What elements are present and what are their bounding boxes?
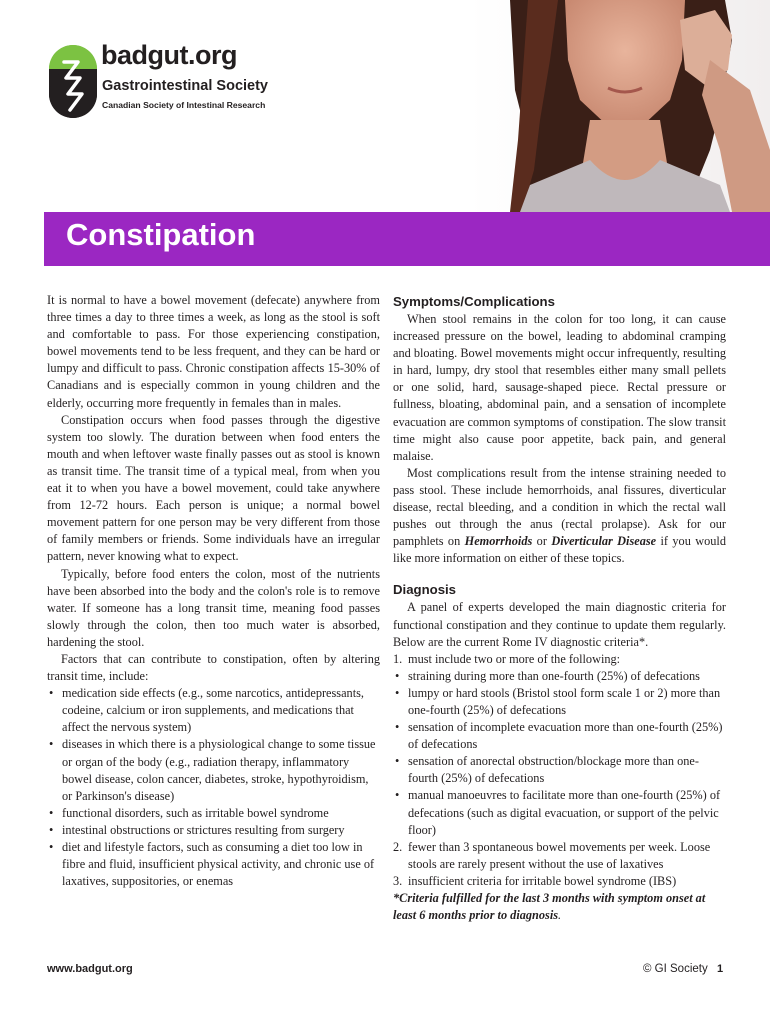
complications-text-a: Most complications result from the intense straining needed to pass stool. These include hemorrhoids, anal fissures, diverticular disease, rectal bleeding, and a condition in which the rectal wall pushes out through the anus (rectal prolapse). Ask for our pamphlets on xyxy=(393,465,726,549)
symptoms-paragraph: When stool remains in the colon for too long, it can cause increased pressure on the bowel, leading to abdominal cramping and bloating. Bowel movements might occur infrequently, resulting in hard, lumpy, dry stool that resembles either many small pellets or one solid, hard, sausage-shaped piece. Rectal pressure or fullness, bloating, abdominal pain, and a sensation of incomplete evacuation are common symptoms of constipation. The slow transit time might also cause poor appetite, back pain, and general malaise. xyxy=(393,312,726,463)
list-item: • lumpy or hard stools (Bristol stool form scale 1 or 2) more than one-fourth (25%) of defecations xyxy=(393,685,726,719)
diagnosis-paragraph: A panel of experts developed the main diagnostic criteria for functional constipation and they continue to update them regularly. Below are the current Rome IV diagnostic criteria*. xyxy=(393,600,726,649)
logo-wordmark: badgut.org xyxy=(101,40,237,70)
logo-subtitle: Canadian Society of Intestinal Research xyxy=(102,100,266,110)
right-column xyxy=(393,293,726,924)
criteria-number: 1. xyxy=(393,651,403,666)
list-item: • diet and lifestyle factors, such as consuming a diet too low in fibre and fluid, insufficient physical activity, and chronic use of laxatives, suppositories, or enemas xyxy=(47,839,380,890)
footnote-text: *Criteria fulfilled for the last 3 months with symptom onset at least 6 months prior to diagnosis xyxy=(393,891,706,923)
symptoms-heading: Symptoms/Complications xyxy=(393,294,555,309)
criteria-text: must include two or more of the following: xyxy=(408,651,621,666)
badgut-logo[interactable] xyxy=(48,40,288,122)
list-item xyxy=(393,651,726,839)
factors-list xyxy=(47,685,380,890)
list-item: • intestinal obstructions or strictures resulting from surgery xyxy=(47,822,380,839)
intro-paragraph: It is normal to have a bowel movement (defecate) anywhere from three times a day to three times a week, as long as the stool is soft and comfortable to pass. For those experiencing constipation, bowel movements tend to be less frequent, and they can be hard or lumpy and difficult to pass. Chronic constipation affects 15-30% of Canadians and is especially common in young children and the elderly, occurring more frequently in females than in males. xyxy=(47,293,380,410)
page-number: 1 xyxy=(717,963,724,975)
factors-intro: Factors that can contribute to constipation, often by altering transit time, include: xyxy=(47,651,380,684)
criteria-sub-list xyxy=(393,668,726,839)
diagnosis-heading: Diagnosis xyxy=(393,582,457,598)
logo-org-name: Gastrointestinal Society xyxy=(102,78,268,94)
left-column xyxy=(47,292,380,890)
criteria-number: 2. xyxy=(393,839,403,854)
criteria-footnote xyxy=(393,890,726,924)
list-item: • sensation of incomplete evacuation more than one-fourth (25%) of defecations xyxy=(393,719,726,753)
list-item xyxy=(393,839,726,873)
criteria-list xyxy=(393,651,726,890)
list-item: • functional disorders, such as irritable bowel syndrome xyxy=(47,805,380,822)
title-banner xyxy=(44,212,770,266)
footer-website-link[interactable]: www.badgut.org xyxy=(47,963,133,975)
header-photo xyxy=(470,0,770,212)
colon-paragraph: Typically, before food enters the colon, most of the nutrients have been absorbed into the body and the colon's role is to remove water. If someone has a long transit time, meaning food passes slowly through the colon, then too much water is absorbed, hardening the stool. xyxy=(47,566,380,649)
complications-or: or xyxy=(532,534,552,549)
list-item: • diseases in which there is a physiological change to some tissue or organ of the body (e.g., radiation therapy, inflammatory bowel disease, colon cancer, diabetes, stroke, hypothyroidism, or Parkinson's disease) xyxy=(47,736,380,804)
diverticular-disease-pamphlet-link[interactable]: Diverticular Disease xyxy=(551,534,657,549)
criteria-text: fewer than 3 spontaneous bowel movements per week. Loose stools are rarely present without the use of laxatives xyxy=(408,839,711,871)
gi-society-logo-icon xyxy=(48,44,98,118)
list-item: • sensation of anorectal obstruction/blockage more than one-fourth (25%) of defecations xyxy=(393,753,726,787)
list-item: • manual manoeuvres to facilitate more than one-fourth (25%) of defecations (such as digital evacuation, or support of the pelvic floor) xyxy=(393,787,726,838)
complications-text-b: if you would like more information on either of these topics. xyxy=(393,534,726,566)
footer-copyright: © GI Society xyxy=(643,963,708,975)
page-header xyxy=(0,0,770,212)
criteria-number: 3. xyxy=(393,873,403,888)
transit-paragraph: Constipation occurs when food passes through the digestive system too slowly. The duration between when food enters the mouth and when leftover waste finally passes out as stool is known as transit time. The transit time of a typical meal, from when you eat it to when you have a bowel movement, could take anywhere from 12-72 hours. Each person is unique; a normal bowel movement pattern for one person may be very different from those of family members or friends. Some individuals have an irregular pattern, never knowing what to expect. xyxy=(47,412,380,564)
list-item xyxy=(393,873,726,890)
footnote-period: . xyxy=(558,908,562,923)
list-item: • straining during more than one-fourth (25%) of defecations xyxy=(393,668,726,685)
complications-paragraph xyxy=(393,465,726,568)
page-title: Constipation xyxy=(66,217,256,252)
list-item: • medication side effects (e.g., some narcotics, antidepressants, codeine, calcium or iron supplements, and medications that affect the nervous system) xyxy=(47,685,380,736)
hemorrhoids-pamphlet-link[interactable]: Hemorrhoids xyxy=(464,534,533,549)
criteria-text: insufficient criteria for irritable bowel syndrome (IBS) xyxy=(408,873,677,888)
